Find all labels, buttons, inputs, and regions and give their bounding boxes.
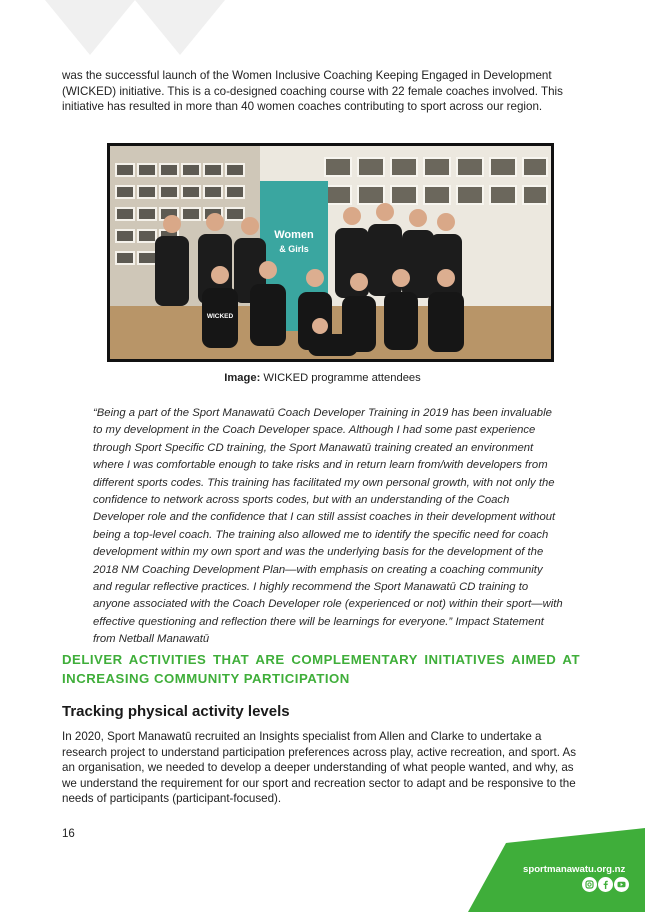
shirt-print-text: WICKED	[206, 313, 234, 320]
banner-text-women: Women	[274, 229, 314, 241]
banner-text-girls: & Girls	[279, 244, 309, 254]
website-url[interactable]: sportmanawatu.org.nz	[523, 864, 626, 875]
instagram-icon[interactable]	[582, 877, 597, 892]
section-heading: DELIVER ACTIVITIES THAT ARE COMPLEMENTARY INITIATIVES AIMED AT INCREASING COMMUNITY PARTICIPATION	[62, 652, 580, 686]
caption-text: WICKED programme attendees	[263, 372, 421, 384]
facebook-icon[interactable]	[598, 877, 613, 892]
impact-statement-quote: “Being a part of the Sport Manawatū Coach Developer Training in 2019 has been invaluable to my development in the Coach Developer space. Although I had some past experience through Sport Specific CD training, the Sport Manawatū training created an environment where I was comfortable enough to take risks and in return learn from/with developers from different sports codes. This training has facilitated my own personal growth, with not only the confidence to network across sports codes, but with an understanding of the Coach Developer role and the confidence that I can still assist coaches in their development without being a top-level coach. The training also allowed me to identify the specific need for coach development within my own sport and was the underlying basis for the development of the 2018 NM Coaching Development Plan—with emphasis on creating a coaching community and regular reflective practices. I highly recommend the Sport Manawatū CD training to anyone associated with the Coach Developer role (experienced or not) within their sport—with effective questioning and reflection there will be learnings for everyone.” Impact Statement from Netball Manawatū	[93, 407, 563, 646]
body-paragraph: In 2020, Sport Manawatū recruited an Insights specialist from Allen and Clarke to undertake a research project to understand participation preferences across play, active recreation, and sport. As an organisation, we needed to develop a deeper understanding of what people wanted, and why, as we understand the requirement for our sport and recreation sector to adapt and be responsive to the needs of participants (participant-focused).	[62, 730, 577, 806]
intro-paragraph: was the successful launch of the Women Inclusive Coaching Keeping Engaged in Development (WICKED) initiative. This is a co-designed coaching course with 22 female coaches involved. This initiative has resulted in more than 40 women coaches contributing to sport across our region.	[62, 69, 563, 114]
page-number: 16	[62, 828, 75, 840]
caption-label: Image:	[224, 372, 261, 384]
subheading: Tracking physical activity levels	[62, 703, 290, 720]
youtube-icon[interactable]	[614, 877, 629, 892]
